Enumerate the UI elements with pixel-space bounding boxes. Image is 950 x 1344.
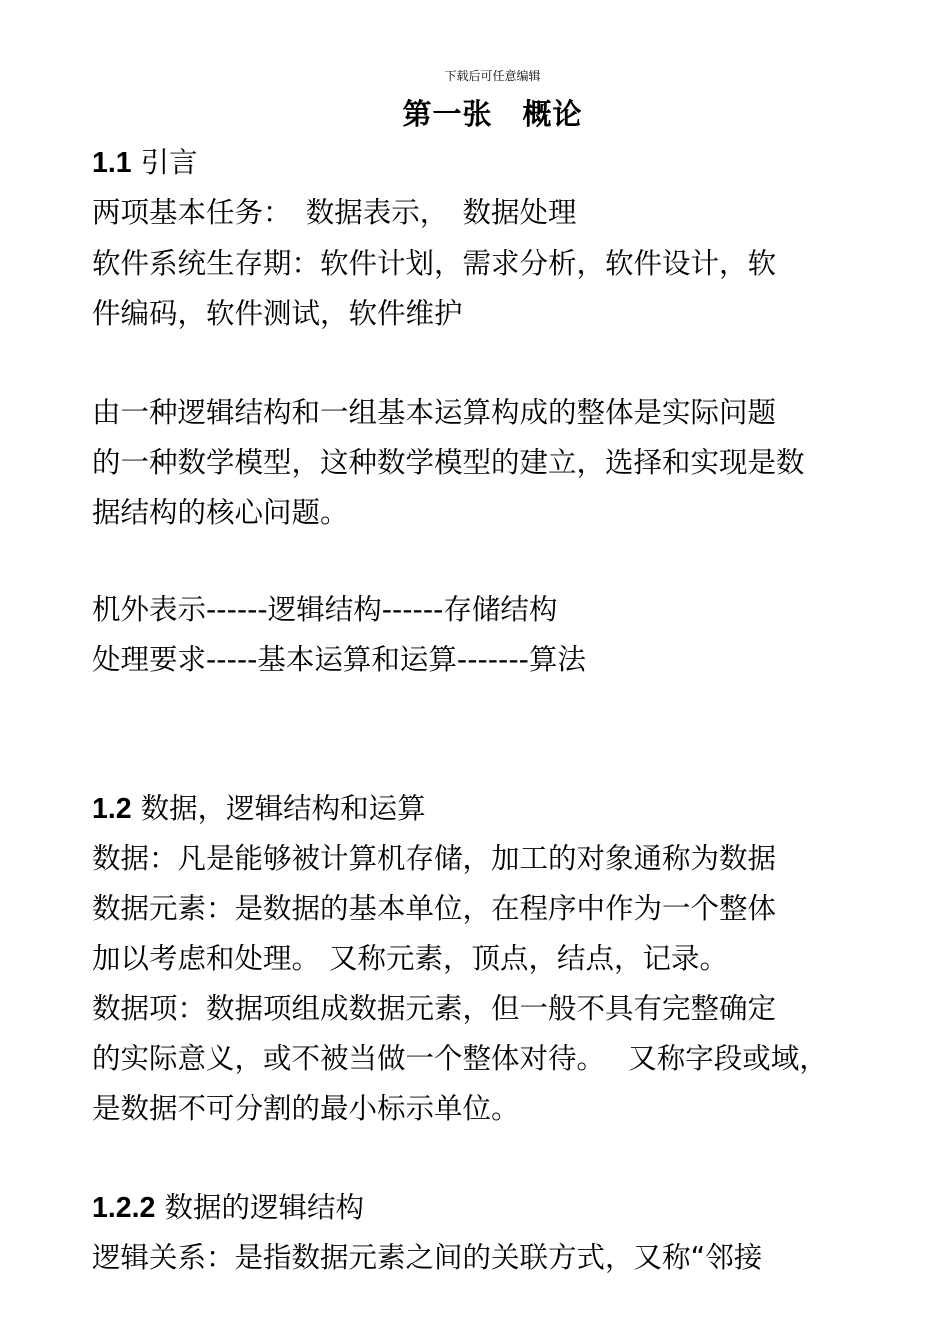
section-title: 引言 — [131, 146, 198, 179]
text-line: 加以考虑和处理。 又称元素，顶点，结点，记录。 — [92, 942, 729, 975]
text-line: 是数据不可分割的最小标示单位。 — [92, 1092, 520, 1125]
text-line: 据结构的核心问题。 — [92, 496, 349, 529]
download-watermark: 下载后可任意编辑 — [444, 69, 541, 83]
section-title: 数据的逻辑结构 — [155, 1191, 364, 1224]
section-title: 数据，逻辑结构和运算 — [131, 792, 426, 825]
text-line: 数据：凡是能够被计算机存储，加工的对象通称为数据 — [92, 842, 777, 875]
text-line: 的一种数学模型，这种数学模型的建立，选择和实现是数 — [92, 446, 805, 479]
section-number: 1.2 — [92, 793, 132, 825]
text-line: 逻辑关系：是指数据元素之间的关联方式，又称“邻接 — [92, 1241, 763, 1274]
text-line: 两项基本任务： 数据表示， 数据处理 — [92, 196, 577, 229]
text-line: 处理要求-----基本运算和运算-------算法 — [92, 643, 586, 676]
text-line: 数据项：数据项组成数据元素，但一般不具有完整确定 — [92, 992, 777, 1025]
section-heading-1-2 — [92, 784, 902, 834]
text-line: 由一种逻辑结构和一组基本运算构成的整体是实际问题 — [92, 396, 777, 429]
text-line: 件编码，软件测试，软件维护 — [92, 297, 463, 330]
section-heading-1-2-2 — [92, 1183, 902, 1233]
chapter-title: 第一张 概论 — [402, 97, 583, 131]
section-number: 1.1 — [92, 147, 132, 179]
text-line: 机外表示------逻辑结构------存储结构 — [92, 593, 558, 626]
section-number: 1.2.2 — [92, 1192, 156, 1224]
text-line: 软件系统生存期：软件计划，需求分析，软件设计，软 — [92, 247, 777, 280]
text-line: 的实际意义，或不被当做一个整体对待。 又称字段或域， — [92, 1042, 828, 1075]
section-heading-1-1 — [92, 138, 902, 188]
text-line: 数据元素：是数据的基本单位，在程序中作为一个整体 — [92, 892, 777, 925]
